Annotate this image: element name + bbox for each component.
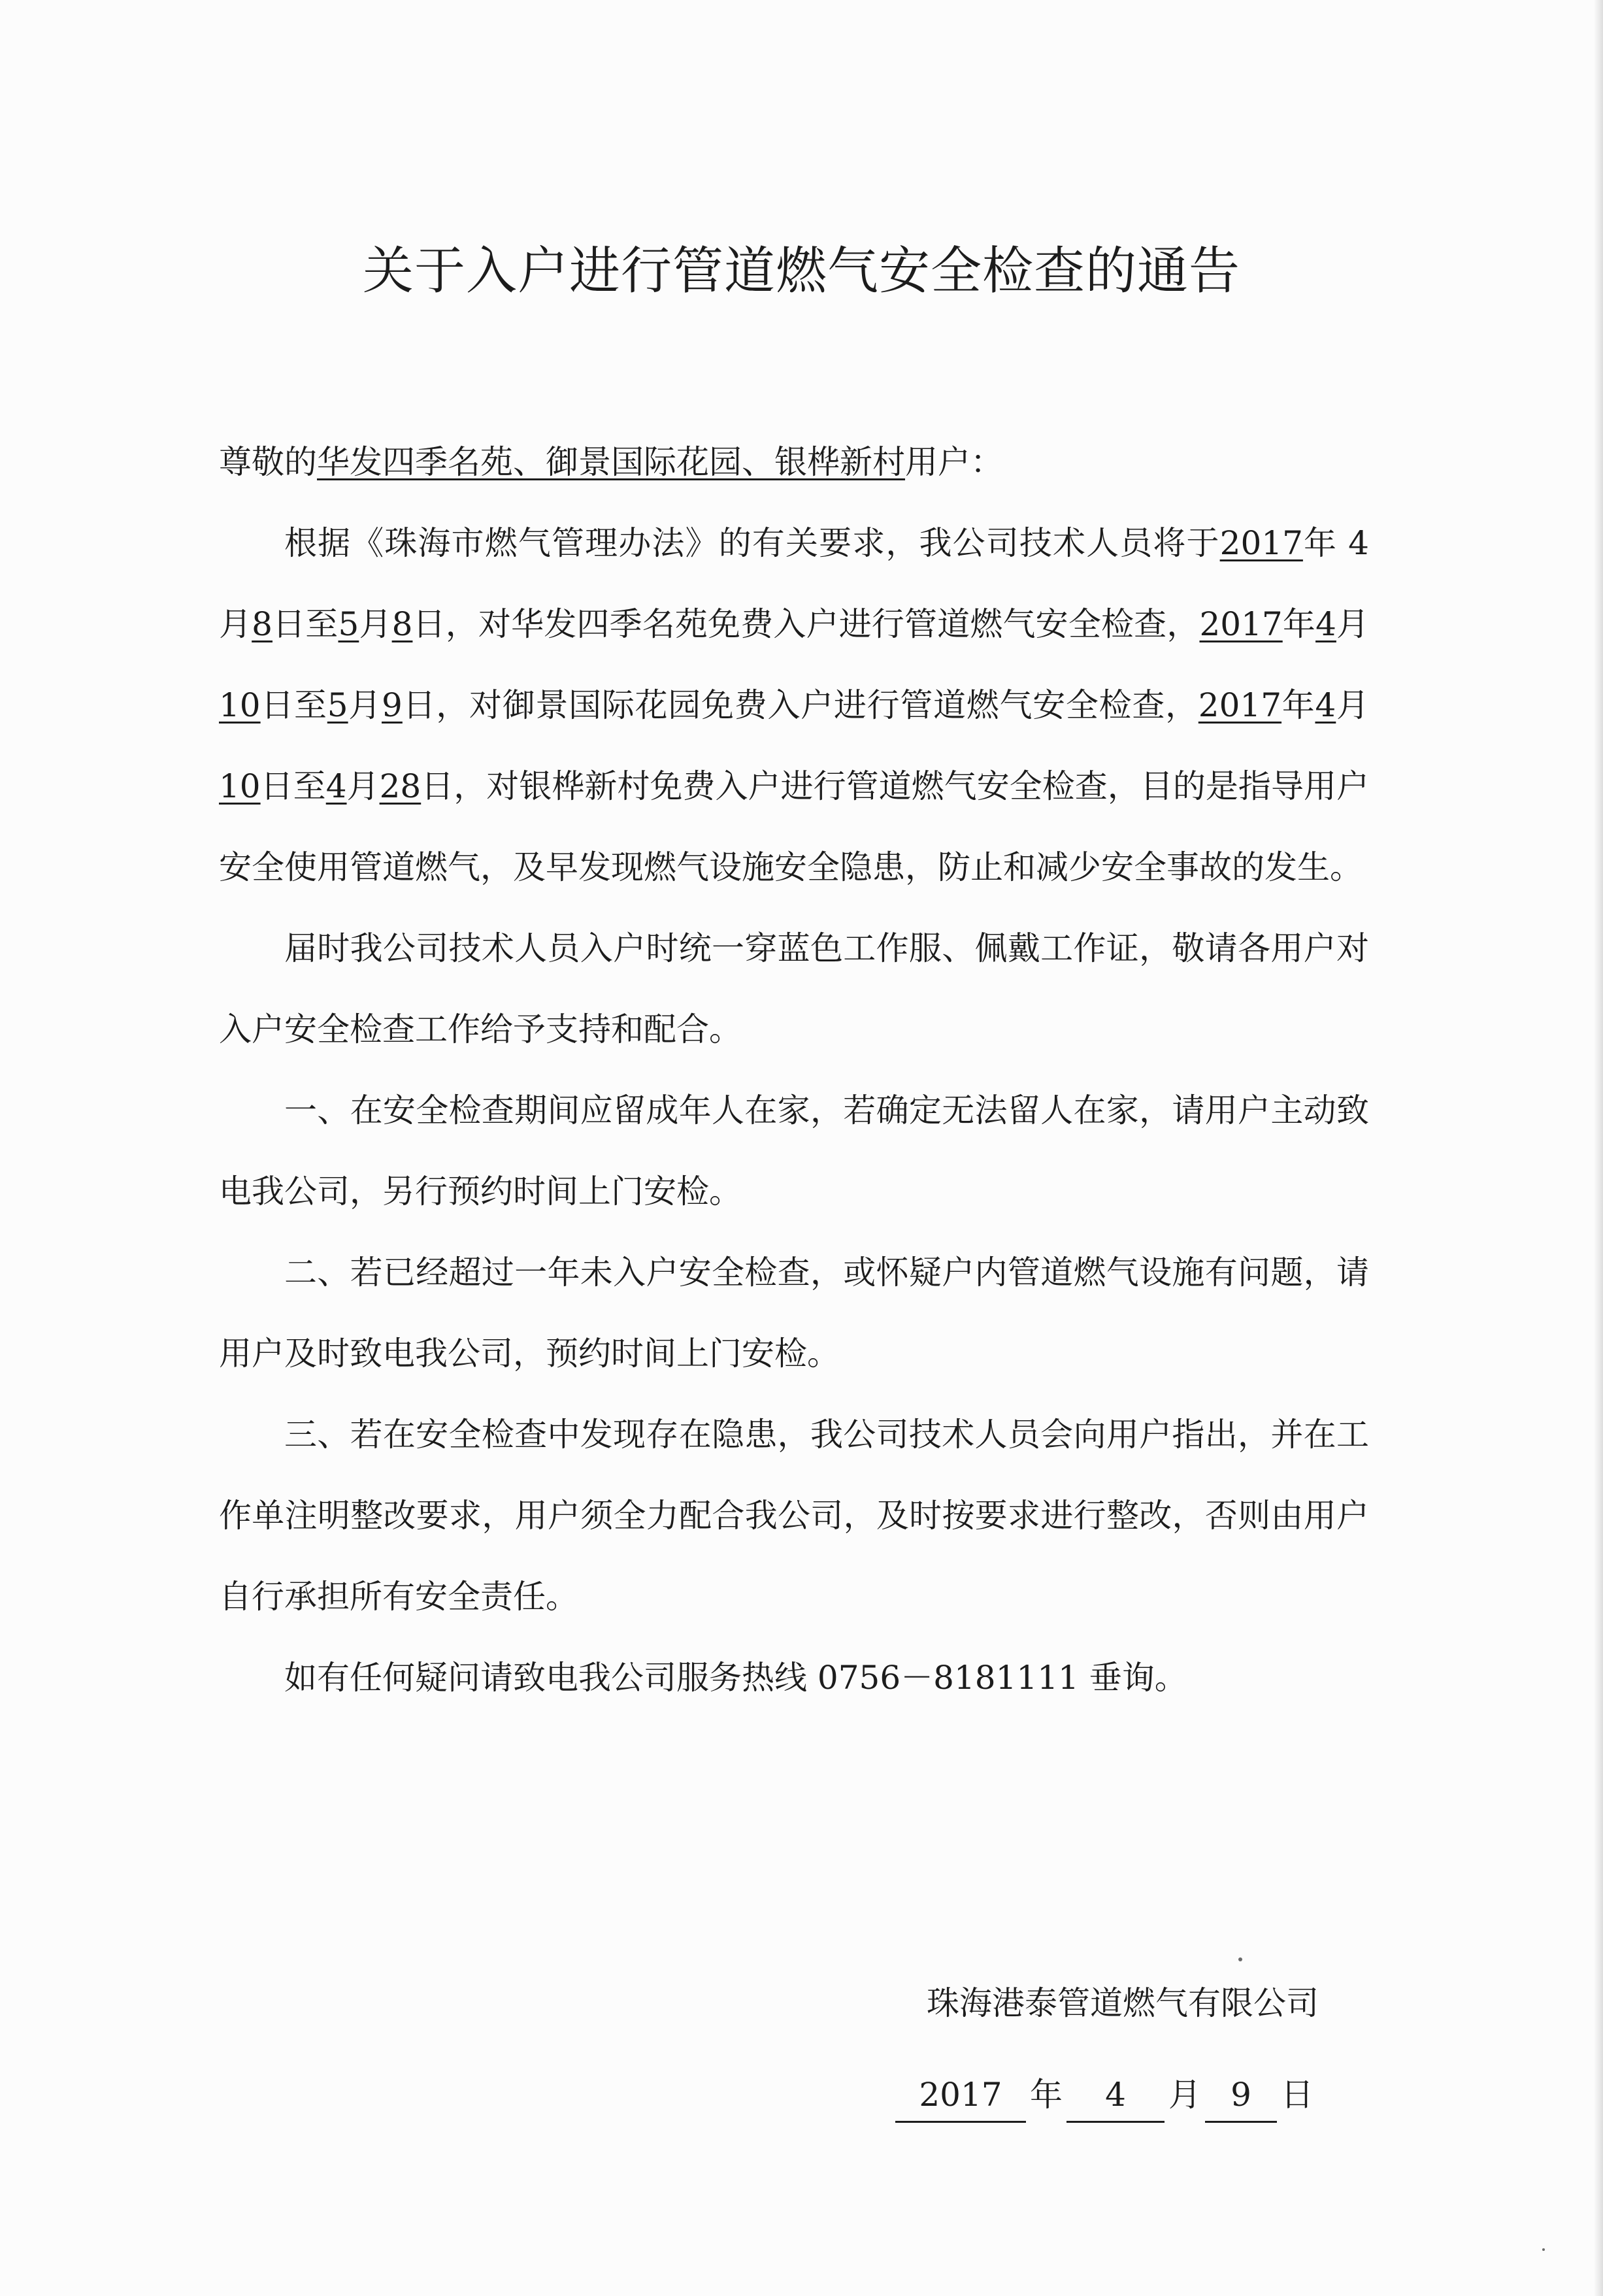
greeting-prefix: 尊敬的 — [219, 443, 317, 481]
text-run: 年 — [1281, 686, 1315, 724]
greeting-suffix: 用户： — [905, 443, 1003, 481]
notice-body — [219, 422, 1369, 1718]
underlined-day: 9 — [382, 686, 403, 724]
signature-date — [895, 2059, 1317, 2131]
greeting-recipients: 华发四季名苑、御景国际花园、银桦新村 — [317, 443, 905, 481]
underlined-day: 10 — [219, 767, 261, 805]
underlined-month: 5 — [338, 605, 359, 643]
date-month-unit: 月 — [1168, 2076, 1201, 2114]
text-run: 日，对御景国际花园免费入户进行管道燃气安全检查， — [402, 686, 1198, 724]
text-run: 根据《珠海市燃气管理办法》的有关要求，我公司技术人员将于 — [284, 524, 1220, 562]
underlined-day: 28 — [379, 767, 421, 805]
text-run: 月 — [359, 605, 392, 643]
date-day-unit: 日 — [1281, 2076, 1314, 2114]
text-run: 年 4 月 — [219, 524, 1369, 643]
closing-hotline: 如有任何疑问请致电我公司服务热线 0756－8181111 垂询。 — [284, 1659, 1187, 1697]
underlined-month: 4 — [1315, 686, 1336, 724]
signature-company: 珠海港泰管道燃气有限公司 — [927, 1984, 1319, 2022]
text-run: 日至 — [260, 686, 327, 724]
text-run: 日，对华发四季名苑免费入户进行管道燃气安全检查， — [412, 605, 1200, 643]
paragraph-schedule — [219, 503, 1369, 908]
underlined-month: 4 — [1315, 605, 1336, 643]
underlined-year: 2017 — [1199, 605, 1283, 643]
underlined-year: 2017 — [1219, 524, 1303, 562]
text-run: 日至 — [260, 767, 326, 805]
notice-title: 关于入户进行管道燃气安全检查的通告 — [362, 242, 1240, 301]
underlined-year: 2017 — [1198, 686, 1282, 724]
text-run: 日，对银桦新村免费入户进行管道燃气安全检查，目的是指导用户安全使用管道燃气，及早发现燃气设施安全隐患，防止和减少安全事故的发生。 — [219, 767, 1370, 886]
text-run: 月 — [348, 686, 382, 724]
paragraph-uniform: 届时我公司技术人员入户时统一穿蓝色工作服、佩戴工作证，敬请各用户对入户安全检查工作给予支持和配合。 — [219, 929, 1369, 1048]
notice-item-2: 二、若已经超过一年未入户安全检查，或怀疑户内管道燃气设施有问题，请用户及时致电我公司，预约时间上门安检。 — [219, 1254, 1369, 1373]
underlined-day: 8 — [391, 605, 413, 643]
scan-edge-shadow — [1594, 0, 1603, 2296]
date-month: 4 — [1066, 2069, 1165, 2123]
scan-speck — [1238, 1957, 1242, 1961]
underlined-month: 4 — [325, 767, 347, 805]
notice-item-3: 三、若在安全检查中发现存在隐患，我公司技术人员会向用户指出，并在工作单注明整改要求，用户须全力配合我公司，及时按要求进行整改，否则由用户自行承担所有安全责任。 — [219, 1416, 1369, 1616]
greeting — [219, 422, 1369, 503]
text-run: 月 — [346, 767, 380, 805]
scan-speck — [1542, 2248, 1545, 2251]
underlined-day: 10 — [219, 686, 261, 724]
underlined-day: 8 — [252, 605, 273, 643]
text-run: 月 — [1336, 686, 1370, 724]
date-year: 2017 — [895, 2069, 1026, 2123]
date-day: 9 — [1205, 2069, 1277, 2123]
text-run: 年 — [1282, 605, 1316, 643]
underlined-month: 5 — [327, 686, 348, 724]
text-run: 日至 — [272, 605, 339, 643]
text-run: 月 — [1336, 605, 1370, 643]
date-year-unit: 年 — [1030, 2076, 1063, 2114]
notice-item-1: 一、在安全检查期间应留成年人在家，若确定无法留人在家，请用户主动致电我公司，另行预约时间上门安检。 — [219, 1091, 1369, 1210]
